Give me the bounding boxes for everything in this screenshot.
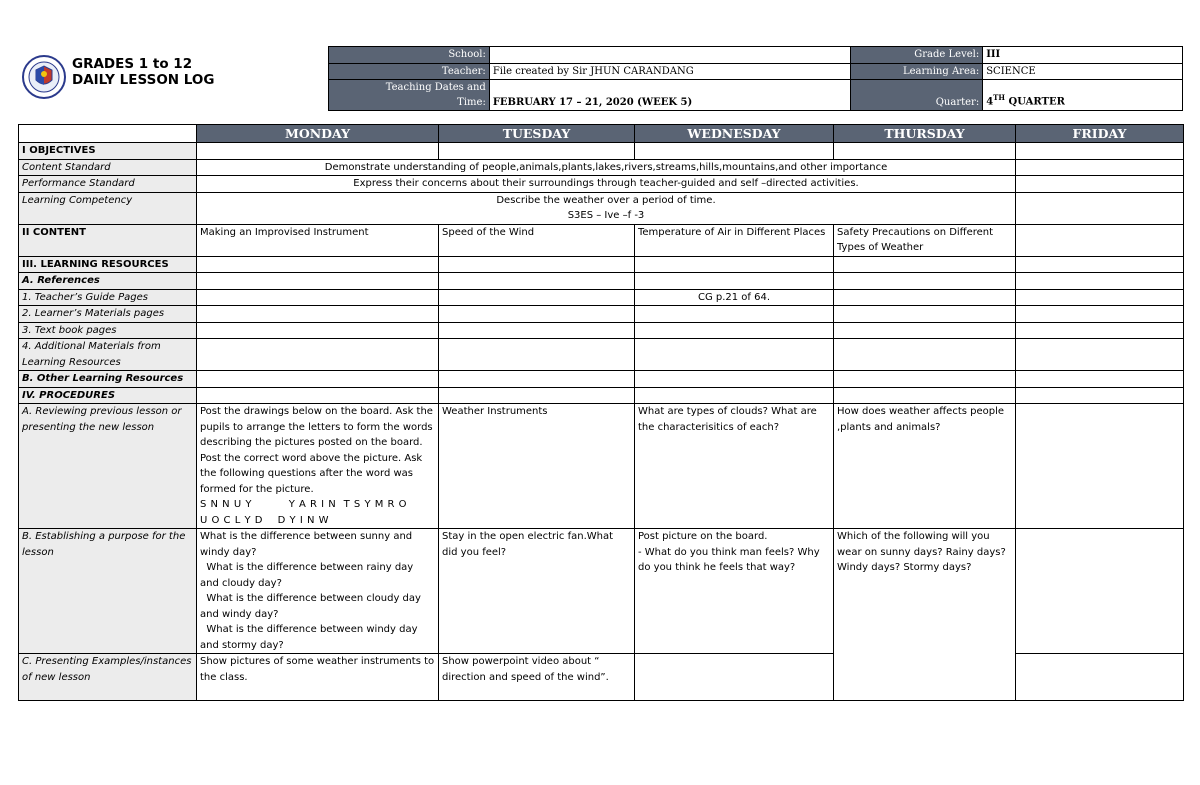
- proc-b-monday-q3: What is the difference between cloudy day and windy day?: [200, 593, 425, 620]
- cell: [635, 273, 834, 290]
- cell: [197, 322, 439, 339]
- learning-competency-text: [197, 192, 1016, 224]
- cell: [197, 143, 439, 160]
- teacher-value: File created by Sir JHUN CARANDANG: [489, 63, 851, 80]
- cell: [635, 143, 834, 160]
- cell: [439, 273, 635, 290]
- row-label-other-resources: B. Other Learning Resources: [19, 371, 197, 388]
- scrambled-words-1: S N N U Y Y A R I N T S Y M R O: [200, 499, 408, 510]
- row-label-learners-materials: 2. Learner’s Materials pages: [19, 306, 197, 323]
- cell: [197, 306, 439, 323]
- cell: [439, 306, 635, 323]
- row-label-content: II CONTENT: [19, 224, 197, 256]
- cell: [1016, 371, 1184, 388]
- quarter-value: [983, 80, 1183, 111]
- title-line2: DAILY LESSON LOG: [72, 72, 215, 88]
- cell: [1016, 143, 1184, 160]
- proc-a-thursday: How does weather affects people ,plants and animals?: [834, 404, 1016, 529]
- proc-a-wednesday: What are types of clouds? What are the characterisitics of each?: [635, 404, 834, 529]
- cell: [834, 273, 1016, 290]
- content-tuesday: Speed of the Wind: [439, 224, 635, 256]
- cell: [834, 306, 1016, 323]
- proc-b-monday-q2: What is the difference between rainy day and cloudy day?: [200, 562, 417, 589]
- cell: [439, 322, 635, 339]
- learning-area-value: SCIENCE: [983, 63, 1183, 80]
- proc-b-wednesday-line1: Post picture on the board.: [638, 531, 768, 542]
- header-info-table: [328, 46, 1183, 111]
- quarter-label: Quarter:: [851, 80, 983, 111]
- cell: [1016, 529, 1184, 654]
- proc-c-tuesday: Show powerpoint video about “ direction and speed of the wind”.: [439, 654, 635, 701]
- cell: [1016, 273, 1184, 290]
- quarter-suffix: TH: [993, 93, 1005, 103]
- cell: [1016, 289, 1184, 306]
- proc-b-monday-q1: What is the difference between sunny and windy day?: [200, 531, 413, 558]
- content-thursday: Safety Precautions on Different Types of Weather: [834, 224, 1016, 256]
- title-line1: GRADES 1 to 12: [72, 56, 193, 72]
- grade-level-value: III: [983, 47, 1183, 64]
- cell: [197, 387, 439, 404]
- cell: [439, 371, 635, 388]
- cell: [635, 322, 834, 339]
- cell: [1016, 306, 1184, 323]
- cell: [439, 289, 635, 306]
- cell: [439, 387, 635, 404]
- quarter-word: QUARTER: [1005, 96, 1065, 108]
- cell: [1016, 654, 1184, 701]
- cell: [834, 339, 1016, 371]
- cell: [197, 273, 439, 290]
- cell: [1016, 192, 1184, 224]
- cell: [439, 256, 635, 273]
- teaching-dates-label-line1: Teaching Dates and: [385, 82, 486, 93]
- proc-b-tuesday: Stay in the open electric fan.What did you feel?: [439, 529, 635, 654]
- learning-area-label: Learning Area:: [851, 63, 983, 80]
- cell: [439, 339, 635, 371]
- proc-b-wednesday: [635, 529, 834, 654]
- proc-a-tuesday: Weather Instruments: [439, 404, 635, 529]
- row-label-proc-b: B. Establishing a purpose for the lesson: [19, 529, 197, 654]
- cell: [834, 289, 1016, 306]
- lesson-log-table: [18, 124, 1184, 701]
- cell: [635, 339, 834, 371]
- cell: [635, 306, 834, 323]
- row-label-proc-c: C. Presenting Examples/instances of new lesson: [19, 654, 197, 701]
- teaching-dates-value: FEBRUARY 17 – 21, 2020 (WEEK 5): [489, 80, 851, 111]
- row-label-additional-materials: 4. Additional Materials from Learning Resources: [19, 339, 197, 371]
- cell: [834, 143, 1016, 160]
- cell: [834, 371, 1016, 388]
- cell: [197, 289, 439, 306]
- cell: [197, 339, 439, 371]
- cell: [834, 256, 1016, 273]
- teaching-dates-label-line2: Time:: [457, 97, 486, 108]
- teachers-guide-wednesday: CG p.21 of 64.: [635, 289, 834, 306]
- cell: [834, 387, 1016, 404]
- cell: [1016, 322, 1184, 339]
- cell: [635, 371, 834, 388]
- cell: [834, 322, 1016, 339]
- row-label-procedures: IV. PROCEDURES: [19, 387, 197, 404]
- learning-competency-line1: Describe the weather over a period of time.: [496, 194, 716, 206]
- document-title: [72, 56, 214, 88]
- proc-a-monday-text: Post the drawings below on the board. Ask the pupils to arrange the letters to form the words describing the pictures posted on the board. Post the correct word above the picture. Ask the following questions after the word was formed for the picture.: [200, 406, 433, 495]
- row-label-objectives: I OBJECTIVES: [19, 143, 197, 160]
- row-label-text-book: 3. Text book pages: [19, 322, 197, 339]
- school-value: [489, 47, 851, 64]
- cell: [197, 371, 439, 388]
- row-label-teachers-guide: 1. Teacher’s Guide Pages: [19, 289, 197, 306]
- proc-c-monday: Show pictures of some weather instruments to the class.: [197, 654, 439, 701]
- proc-b-monday-q4: What is the difference between windy day and stormy day?: [200, 624, 421, 651]
- teaching-dates-label: [329, 80, 490, 111]
- quarter-number: 4: [986, 96, 994, 108]
- school-label: School:: [329, 47, 490, 64]
- row-label-learning-competency: Learning Competency: [19, 192, 197, 224]
- grade-level-label: Grade Level:: [851, 47, 983, 64]
- cell: [439, 143, 635, 160]
- row-label-learning-resources: III. LEARNING RESOURCES: [19, 256, 197, 273]
- cell: [1016, 256, 1184, 273]
- cell: [1016, 339, 1184, 371]
- day-header-monday: MONDAY: [197, 125, 439, 143]
- cell: [635, 256, 834, 273]
- cell: [1016, 176, 1184, 193]
- corner-cell: [19, 125, 197, 143]
- performance-standard-text: Express their concerns about their surroundings through teacher-guided and self –directed activities.: [197, 176, 1016, 193]
- content-monday: Making an Improvised Instrument: [197, 224, 439, 256]
- day-header-wednesday: WEDNESDAY: [635, 125, 834, 143]
- content-wednesday: Temperature of Air in Different Places: [635, 224, 834, 256]
- content-standard-text: Demonstrate understanding of people,animals,plants,lakes,rivers,streams,hills,mountains,and other importance: [197, 159, 1016, 176]
- row-label-performance-standard: Performance Standard: [19, 176, 197, 193]
- learning-competency-code: S3ES – Ive –f -3: [567, 210, 645, 221]
- deped-seal-logo: [22, 48, 66, 106]
- row-label-proc-a: A. Reviewing previous lesson or presenting the new lesson: [19, 404, 197, 529]
- cell: [1016, 224, 1184, 256]
- cell: [635, 387, 834, 404]
- proc-a-monday: [197, 404, 439, 529]
- cell: [635, 654, 834, 701]
- day-header-friday: FRIDAY: [1016, 125, 1184, 143]
- proc-b-wednesday-line2: - What do you think man feels? Why do you think he feels that way?: [638, 546, 820, 573]
- scrambled-words-2: U O C L Y D D Y I N W: [200, 514, 330, 526]
- cell: [1016, 404, 1184, 529]
- teacher-label: Teacher:: [329, 63, 490, 80]
- cell: [197, 256, 439, 273]
- proc-b-monday: [197, 529, 439, 654]
- cell: [1016, 159, 1184, 176]
- cell: [1016, 387, 1184, 404]
- day-header-tuesday: TUESDAY: [439, 125, 635, 143]
- proc-b-thursday: Which of the following will you wear on sunny days? Rainy days? Windy days? Stormy days?: [834, 529, 1016, 701]
- day-header-thursday: THURSDAY: [834, 125, 1016, 143]
- row-label-references: A. References: [19, 273, 197, 290]
- row-label-content-standard: Content Standard: [19, 159, 197, 176]
